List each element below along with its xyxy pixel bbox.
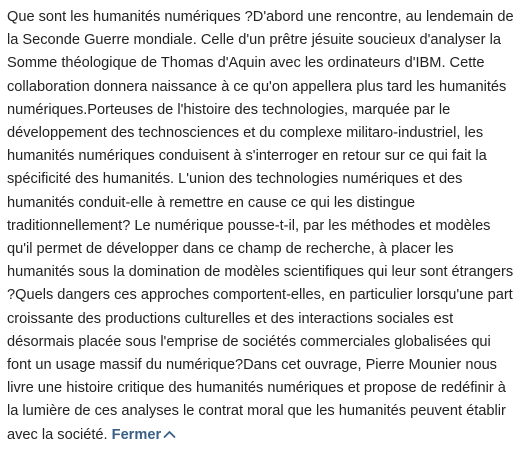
chevron-up-icon [163, 429, 176, 439]
book-description [7, 6, 517, 447]
collapse-link[interactable] [112, 427, 176, 443]
collapse-link-label: Fermer [111, 426, 162, 443]
description-text: Que sont les humanités numériques ?D'abord une rencontre, au lendemain de la Seconde Guerre mondiale. Celle d'un prêtre jésuite soucieux d'analyser la Somme théologique de Thomas d'Aquin avec les ordinateurs d'IBM. Cette collaboration donnera naissance à ce qu'on appellera plus tard les humanités numériques.Porteuses de l'histoire des technologies, marquée par le développement des technosciences et du complexe militaro-industriel, les humanités numériques conduisent à s'interroger en retour sur ce qui fait la spécificité des humanités. L'union des technologies numériques et des humanités conduit-elle à remettre en cause ce qui les distingue traditionnellement? Le numérique pousse-t-il, par les méthodes et modèles qu'il permet de développer dans ce champ de recherche, à placer les humanités sous la domination de modèles scientifiques qui leur sont étrangers ?Quels dangers ces approches comportent-elles, en particulier lorsqu'une part croissante des productions culturelles et des interactions sociales est désormais placée sous l'emprise de sociétés commerciales globalisées qui font un usage massif du numérique?Dans cet ouvrage, Pierre Mounier nous livre une histoire critique des humanités numériques et propose de redéfinir à la lumière de ces analyses le contrat moral que les humanités peuvent établir avec la société. [7, 9, 514, 443]
